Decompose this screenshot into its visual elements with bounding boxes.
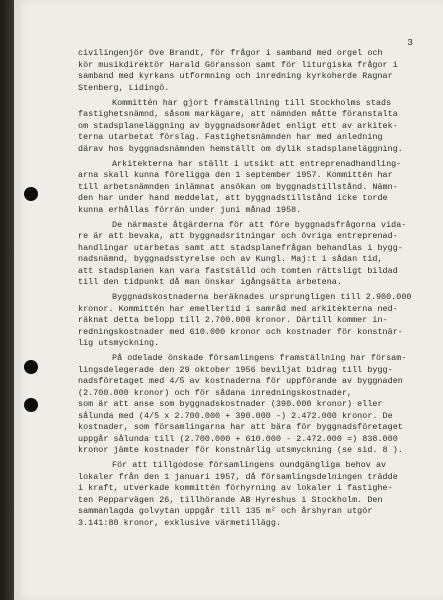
text-line: nadsföretaget med 4/5 av kostnaderna för uppförande av byggnaden bbox=[78, 376, 403, 386]
text-line: Byggnadskostnaderna beräknades ursprungligen till 2.900.000 bbox=[112, 292, 412, 302]
text-line: (2.700.000 kronor) och för sådana inredningskostnader, bbox=[78, 387, 353, 398]
text-line: kostnader, som församlingarna har att bära för byggnadsföretaget bbox=[78, 422, 403, 432]
paragraph bbox=[78, 48, 418, 94]
punch-hole bbox=[24, 398, 38, 412]
text-line: kör musikdirektör Harald Göransson samt för liturgiska frågor i bbox=[78, 59, 398, 70]
paragraph bbox=[78, 98, 418, 156]
text-line: Arkitekterna har ställt i utsikt att entreprenadhandling- bbox=[112, 158, 402, 169]
text-line: ten Pepparvägen 26, tillhörande AB Hyreshus i Stockholm. Den bbox=[78, 494, 383, 505]
page-number: 3 bbox=[407, 37, 413, 48]
text-line: om stadsplaneläggning av byggnadsområdet enligt ett av arkitek- bbox=[78, 120, 398, 131]
text-line: kronor. Kommittén har emellertid i samråd med arkitekterna ned- bbox=[78, 303, 398, 314]
text-line: räknat detta belopp till 2.700.000 kronor. Därtill kommer in- bbox=[78, 315, 388, 325]
text-line: som är att anse som byggnadskostnader (390.000 kronor) eller bbox=[78, 399, 383, 409]
text-line: kronor jämte kostnader för konstnärlig utsmyckning (se sid. 8 ). bbox=[78, 445, 403, 455]
punch-hole bbox=[24, 187, 38, 201]
text-line: lokaler från den 1 januari 1957, då församlingsdelningen trädde bbox=[78, 471, 398, 482]
text-line: För att tillgodose församlingens oundgängliga behov av bbox=[112, 460, 387, 470]
text-line: uppgår sålunda till (2.700.000 + 610.000 - 2.472.000 =) 838.000 bbox=[78, 433, 398, 444]
text-line: nadsnämnd, byggnadsstyrelse och av Kungl. Maj:t i sådan tid, bbox=[78, 254, 383, 264]
text-line: De närmaste åtgärderna för att före byggnadsfrågorna vida- bbox=[112, 219, 407, 230]
text-line: till arbetsnämnden inlämnat ansökan om byggnadstillstånd. Nämn- bbox=[78, 181, 398, 192]
scanner-edge-shadow bbox=[0, 0, 14, 600]
document-body bbox=[78, 48, 418, 533]
text-line: terna utarbetat förslag. Fastighetsnämnden har med anledning bbox=[78, 132, 383, 142]
paragraph bbox=[78, 353, 418, 457]
text-line: att stadsplanen kan vara fastställd och tomten rättsligt bildad bbox=[78, 265, 398, 276]
text-line: kunna erhållas förrän under juni månad 1958. bbox=[78, 204, 302, 215]
punch-hole bbox=[24, 360, 38, 374]
text-line: lig utsmyckning. bbox=[78, 338, 160, 348]
paragraph bbox=[78, 460, 418, 529]
text-line: fastighetsnämnd, såsom markägare, att nämnden måtte föranstalta bbox=[78, 109, 398, 119]
text-line: lingsdelegerade den 29 oktober 1956 beviljat bidrag till bygg- bbox=[78, 364, 393, 375]
text-line: sålunda med (4/5 x 2.700.000 + 390.000 -) 2.472.000 kronor. De bbox=[78, 410, 393, 421]
text-line: Kommittén har gjort framställning till Stockholms stads bbox=[112, 97, 392, 108]
text-line: därav hos byggnadsnämnden hemställt om dylik stadsplaneläggning. bbox=[78, 143, 403, 154]
text-line: i kraft, utverkade kommittén förhyrning av lokaler i fastighe- bbox=[78, 483, 393, 493]
text-line: civilingenjör Ove Brandt, för frågor i samband med orgel och bbox=[78, 48, 383, 58]
paragraph bbox=[78, 292, 418, 350]
text-line: På odelade önskade församlingens framställning har försam- bbox=[112, 353, 407, 363]
text-line: redningskostnader med 610.000 kronor och kostnader för konstnär- bbox=[78, 326, 403, 337]
text-line: Stenberg, Lidingö. bbox=[78, 82, 170, 93]
text-line: den har under hand meddelat, att byggnadstillstånd icke torde bbox=[78, 193, 388, 203]
text-line: till den tidpunkt då man önskar igångsätta arbetena. bbox=[78, 277, 342, 287]
paragraph bbox=[78, 220, 418, 289]
text-line: arna skall kunna föreligga den 1 september 1957. Kommittén har bbox=[78, 170, 393, 180]
text-line: samband med kyrkans utformning och inredning kyrkoherde Ragnar bbox=[78, 71, 393, 81]
paragraph bbox=[78, 159, 418, 217]
text-line: 3.141:80 kronor, exklusive värmetillägg. bbox=[78, 517, 282, 528]
text-line: re är att bevaka, att byggnadsritningar och övriga entreprenad- bbox=[78, 231, 398, 241]
text-line: handlingar utarbetas samt att stadsplanefrågan behandlas i bygg- bbox=[78, 242, 403, 253]
text-line: sammanlagda golvytan uppgår till 135 m² och årshyran utgör bbox=[78, 506, 373, 516]
